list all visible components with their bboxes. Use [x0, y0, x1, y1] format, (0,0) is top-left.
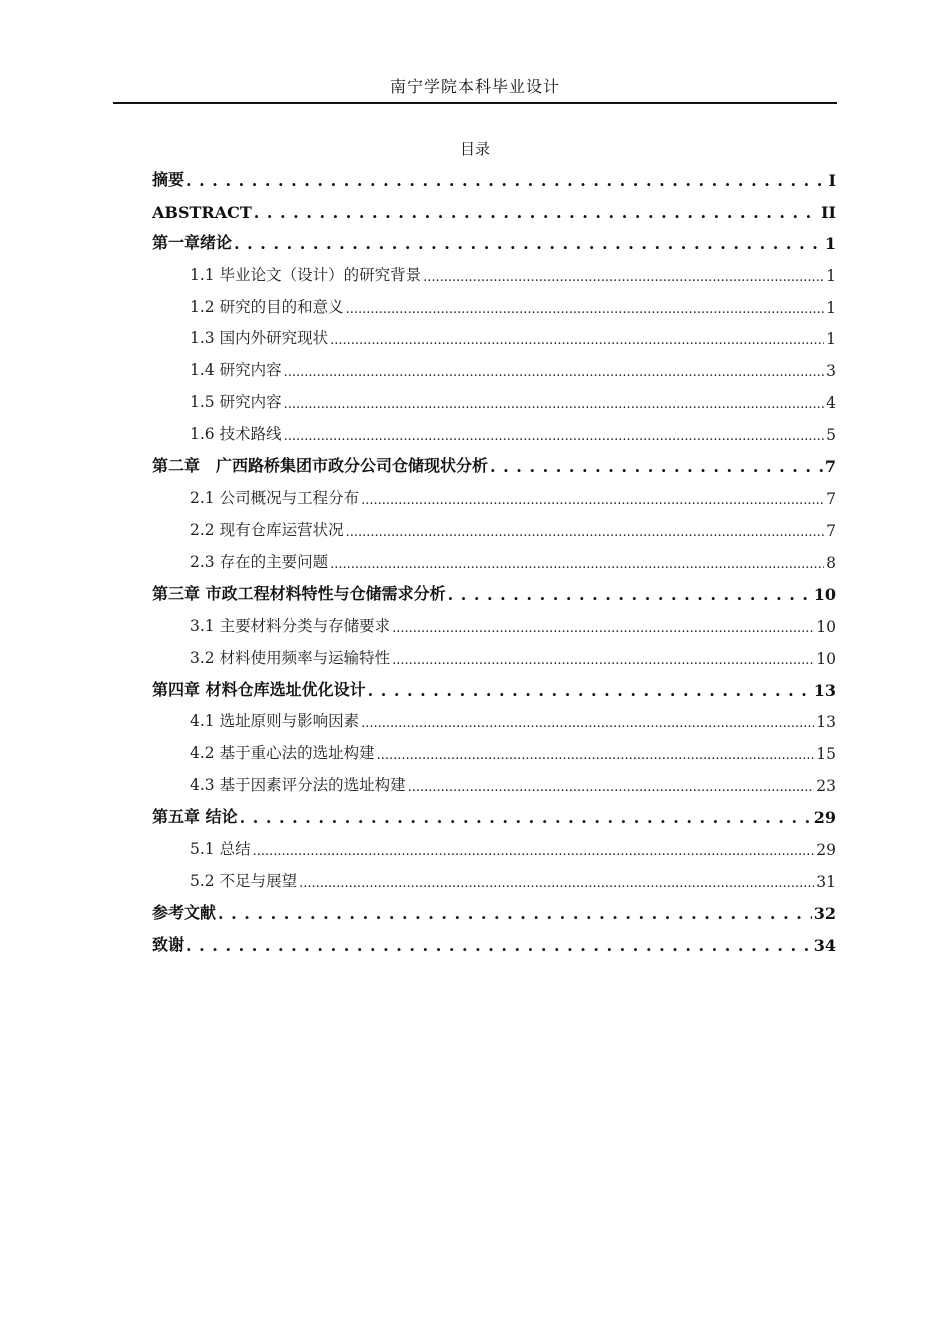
toc-entry-chapter-4[interactable]: [152, 676, 836, 700]
dot-leader: [361, 488, 824, 508]
toc-entry-label: 2.2 现有仓库运营状况: [190, 521, 344, 539]
toc-entry-chapter-5[interactable]: [152, 803, 836, 827]
dot-leader: [346, 520, 825, 540]
toc-entry-label: 3.2 材料使用频率与运输特性: [190, 649, 391, 667]
page-header: [113, 74, 837, 104]
toc-entry-page: 7: [824, 457, 836, 476]
toc-entry-page: 31: [816, 873, 836, 891]
toc-entry-label: 第四章 材料仓库选址优化设计: [152, 680, 366, 699]
toc-entry-page: 4: [826, 394, 836, 412]
toc-entry-label: 摘要: [152, 170, 185, 189]
dot-leader: [330, 552, 824, 572]
toc-entry-page: 1: [826, 330, 836, 348]
dot-leader: [186, 935, 812, 955]
toc-entry-4-2[interactable]: [190, 739, 836, 763]
dot-leader: [253, 839, 815, 859]
toc-entry-page: 7: [826, 490, 836, 508]
dot-leader: [490, 456, 823, 476]
toc-entry-1-6[interactable]: [190, 420, 836, 444]
toc-entry-page: II: [821, 203, 836, 222]
toc-entry-page: I: [828, 171, 836, 190]
dot-leader: [346, 297, 825, 317]
dot-leader: [423, 265, 824, 285]
toc-entry-label: 1.6 技术路线: [190, 425, 282, 443]
toc-entry-chapter-3[interactable]: [152, 580, 836, 604]
toc-entry-page: 1: [824, 234, 836, 253]
toc-entry-label: 1.5 研究内容: [190, 393, 282, 411]
toc-entry-5-2[interactable]: [190, 867, 836, 891]
dot-leader: [240, 807, 812, 827]
dot-leader: [234, 233, 823, 253]
dot-leader: [284, 424, 825, 444]
toc-entry-label: 1.3 国内外研究现状: [190, 329, 329, 347]
dot-leader: [361, 711, 814, 731]
toc-entry-3-2[interactable]: [190, 644, 836, 668]
toc-entry-label: 1.2 研究的目的和意义: [190, 298, 344, 316]
dot-leader: [218, 903, 812, 923]
dot-leader: [448, 584, 812, 604]
dot-leader: [284, 360, 825, 380]
toc-entry-5-1[interactable]: [190, 835, 836, 859]
toc-entry-label: ABSTRACT: [152, 203, 252, 222]
toc-entry-1-5[interactable]: [190, 388, 836, 412]
toc-entry-label: 参考文献: [152, 903, 217, 922]
toc-entry-label: 4.1 选址原则与影响因素: [190, 712, 360, 730]
toc-entry-references[interactable]: [152, 899, 836, 923]
toc-entry-3-1[interactable]: [190, 612, 836, 636]
toc-entry-acknowledgements[interactable]: [152, 931, 836, 955]
toc-entry-label: 第二章 广西路桥集团市政分公司仓储现状分析: [152, 456, 489, 475]
toc-entry-page: 3: [826, 362, 836, 380]
toc-entry-page: 1: [826, 299, 836, 317]
toc-entry-label: 3.1 主要材料分类与存储要求: [190, 617, 391, 635]
dot-leader: [392, 616, 814, 636]
dot-leader: [330, 328, 824, 348]
dot-leader: [392, 648, 814, 668]
toc-entry-chapter-1[interactable]: [152, 229, 836, 253]
toc-entry-page: 10: [813, 585, 836, 604]
toc-entry-page: 5: [826, 426, 836, 444]
toc-entry-2-1[interactable]: [190, 484, 836, 508]
toc-entry-page: 13: [813, 681, 836, 700]
toc-entry-label: 4.3 基于因素评分法的选址构建: [190, 776, 406, 794]
toc-title: 目录: [459, 140, 490, 158]
toc-entry-label: 1.1 毕业论文（设计）的研究背景: [190, 266, 422, 284]
toc-entry-1-2[interactable]: [190, 293, 836, 317]
dot-leader: [186, 170, 827, 190]
toc-entry-page: 13: [816, 713, 836, 731]
toc-entry-2-3[interactable]: [190, 548, 836, 572]
toc-entry-1-4[interactable]: [190, 356, 836, 380]
dot-leader: [368, 680, 812, 700]
toc-entry-chapter-2[interactable]: [152, 452, 836, 476]
toc-entry-label: 第三章 市政工程材料特性与仓储需求分析: [152, 584, 446, 603]
toc-entry-label: 2.3 存在的主要问题: [190, 553, 329, 571]
toc-entry-1-1[interactable]: [190, 261, 836, 285]
toc-entry-page: 1: [826, 267, 836, 285]
toc-entry-4-1[interactable]: [190, 707, 836, 731]
toc-entry-2-2[interactable]: [190, 516, 836, 540]
toc-entry-abstract-en[interactable]: [152, 198, 836, 222]
dot-leader: [284, 392, 825, 412]
dot-leader: [408, 775, 815, 795]
toc-entry-label: 第一章绪论: [152, 233, 233, 252]
toc-entry-page: 8: [826, 554, 836, 572]
toc-entry-label: 4.2 基于重心法的选址构建: [190, 744, 375, 762]
toc-entry-page: 29: [816, 841, 836, 859]
toc-entry-page: 34: [813, 936, 836, 955]
header-title: 南宁学院本科毕业设计: [389, 77, 560, 96]
toc-entry-page: 32: [813, 904, 836, 923]
toc-entry-page: 23: [816, 777, 836, 795]
dot-leader: [377, 743, 815, 763]
toc-entry-page: 10: [816, 618, 836, 636]
toc-entry-page: 29: [813, 808, 836, 827]
toc-entry-1-3[interactable]: [190, 324, 836, 348]
toc-entry-label: 第五章 结论: [152, 807, 238, 826]
toc-entry-label: 1.4 研究内容: [190, 361, 282, 379]
toc-entry-page: 7: [826, 522, 836, 540]
toc-entry-abstract-cn[interactable]: [152, 166, 836, 190]
toc-entry-label: 2.1 公司概况与工程分布: [190, 489, 360, 507]
dot-leader: [254, 202, 819, 222]
toc-entry-label: 致谢: [152, 935, 185, 954]
toc-entry-4-3[interactable]: [190, 771, 836, 795]
toc-entry-label: 5.2 不足与展望: [190, 872, 298, 890]
toc-entry-page: 15: [816, 745, 836, 763]
toc-entry-label: 5.1 总结: [190, 840, 251, 858]
toc-entry-page: 10: [816, 650, 836, 668]
dot-leader: [299, 871, 814, 891]
